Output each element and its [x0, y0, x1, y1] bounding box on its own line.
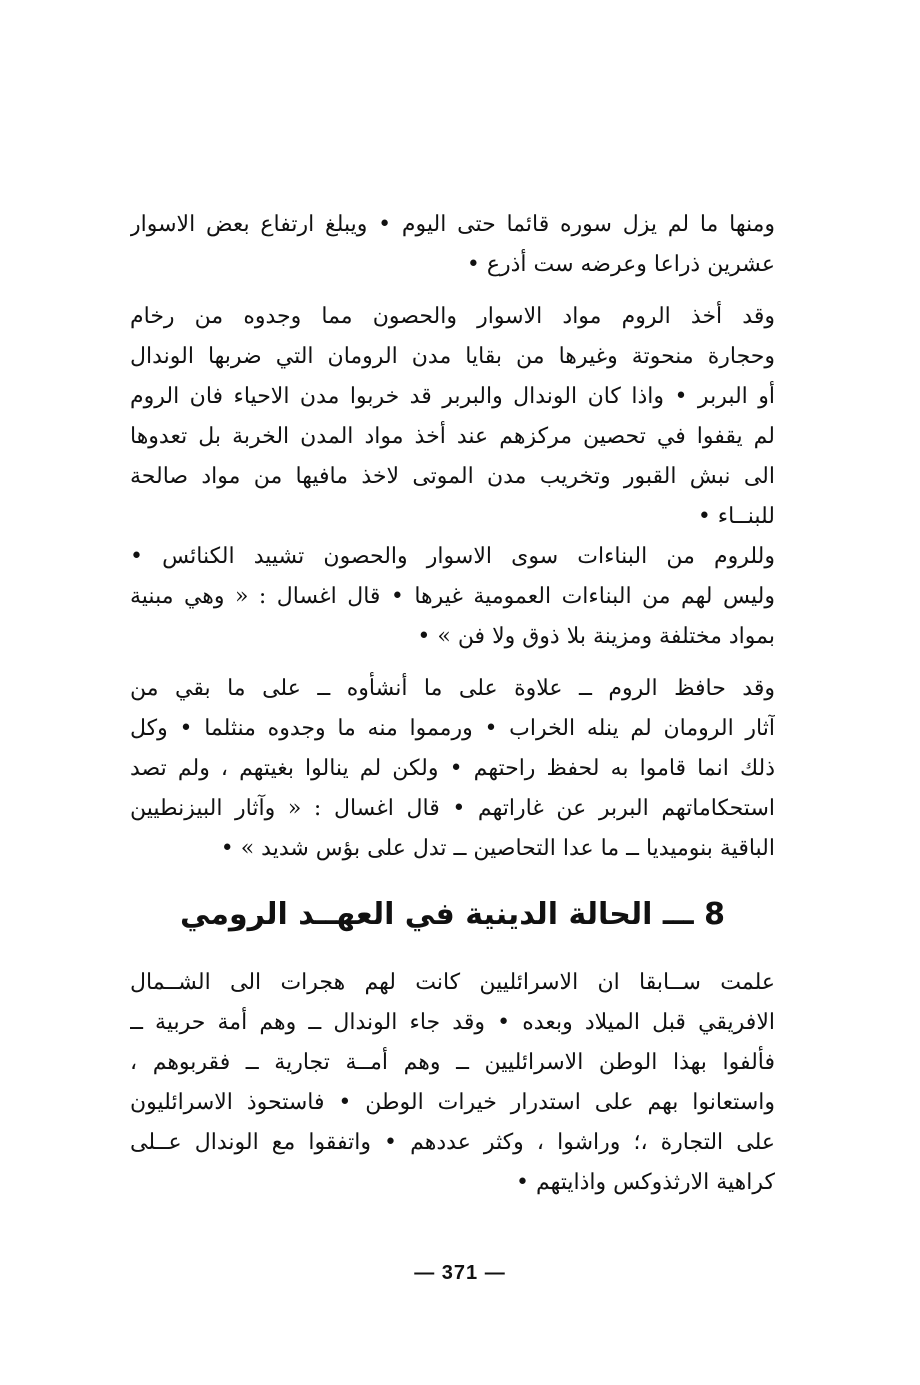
text-line: واستعانوا بهم على استدرار خيرات الوطن • فاستحوذ الاسرائليون [130, 1090, 775, 1115]
paragraph-4 [130, 669, 775, 869]
section-dash: ـــ [662, 897, 694, 932]
paragraph-3 [130, 537, 775, 657]
text-line: ذلك انما قاموا به لحفظ راحتهم • ولكن لم ينالوا بغيتهم ، ولم تصد [130, 756, 775, 781]
text-line: وقد حافظ الروم ــ علاوة على ما أنشأوه ــ على ما بقي من [130, 676, 775, 701]
text-line: أو البربر • واذا كان الوندال والبربر قد خربوا مدن الاحياء فان الروم [130, 384, 775, 409]
text-column [130, 205, 775, 1203]
text-line: آثار الرومان لم ينله الخراب • ورمموا منه ما وجدوه منثلما • وكل [130, 716, 775, 741]
text-line: استحكاماتهم البربر عن غاراتهم • قال اغسال : « وآثار البيزنطيين [130, 796, 775, 821]
text-line: فألفوا بهذا الوطن الاسرائليين ــ وهم أمــة تجارية ــ فقربوهم ، [130, 1050, 775, 1075]
section-title: الحالة الدينية في العهــد الرومي [180, 897, 653, 932]
text-line: لم يقفوا في تحصين مركزهم عند أخذ مواد المدن الخربة بل تعدوها [130, 424, 775, 449]
paragraph-2 [130, 297, 775, 537]
text-line: كراهية الارثذوكس واذايتهم • [515, 1170, 775, 1195]
section-number: 8 [704, 897, 725, 932]
page-number: — 371 — [414, 1262, 506, 1284]
text-line: وحجارة منحوتة وغيرها من بقايا مدن الرومان التي ضربها الوندال [130, 344, 775, 369]
text-line: بمواد مختلفة ومزينة بلا ذوق ولا فن » • [417, 624, 775, 649]
text-line: الباقية بنوميديا ــ ما عدا التحاصين ــ تدل على بؤس شديد » • [220, 836, 775, 861]
text-line: الافريقي قبل الميلاد وبعده • وقد جاء الوندال ــ وهم أمة حربية ــ [130, 1010, 775, 1035]
text-line: الى نبش القبور وتخريب مدن الموتى لاخذ مافيها من مواد صالحة [130, 464, 775, 489]
text-line: عشرين ذراعا وعرضه ست أذرع • [466, 252, 775, 277]
text-line: علمت ســابقا ان الاسرائليين كانت لهم هجرات الى الشــمال [130, 970, 775, 995]
text-line: وللروم من البناءات سوى الاسوار والحصون تشييد الكنائس • [130, 544, 775, 569]
paragraph-1 [130, 205, 775, 285]
text-line: وقد أخذ الروم مواد الاسوار والحصون مما وجدوه من رخام [130, 304, 775, 329]
section-heading [130, 875, 775, 955]
text-line: وليس لهم من البناءات العمومية غيرها • قال اغسال : « وهي مبنية [130, 584, 775, 609]
section-paragraph [130, 963, 775, 1203]
text-line: على التجارة ،؛ وراشوا ، وكثر عددهم • واتفقوا مع الوندال عــلى [130, 1130, 775, 1155]
text-line: للبنــاء • [697, 504, 775, 529]
text-line: ومنها ما لم يزل سوره قائما حتى اليوم • ويبلغ ارتفاع بعض الاسوار [130, 212, 775, 237]
